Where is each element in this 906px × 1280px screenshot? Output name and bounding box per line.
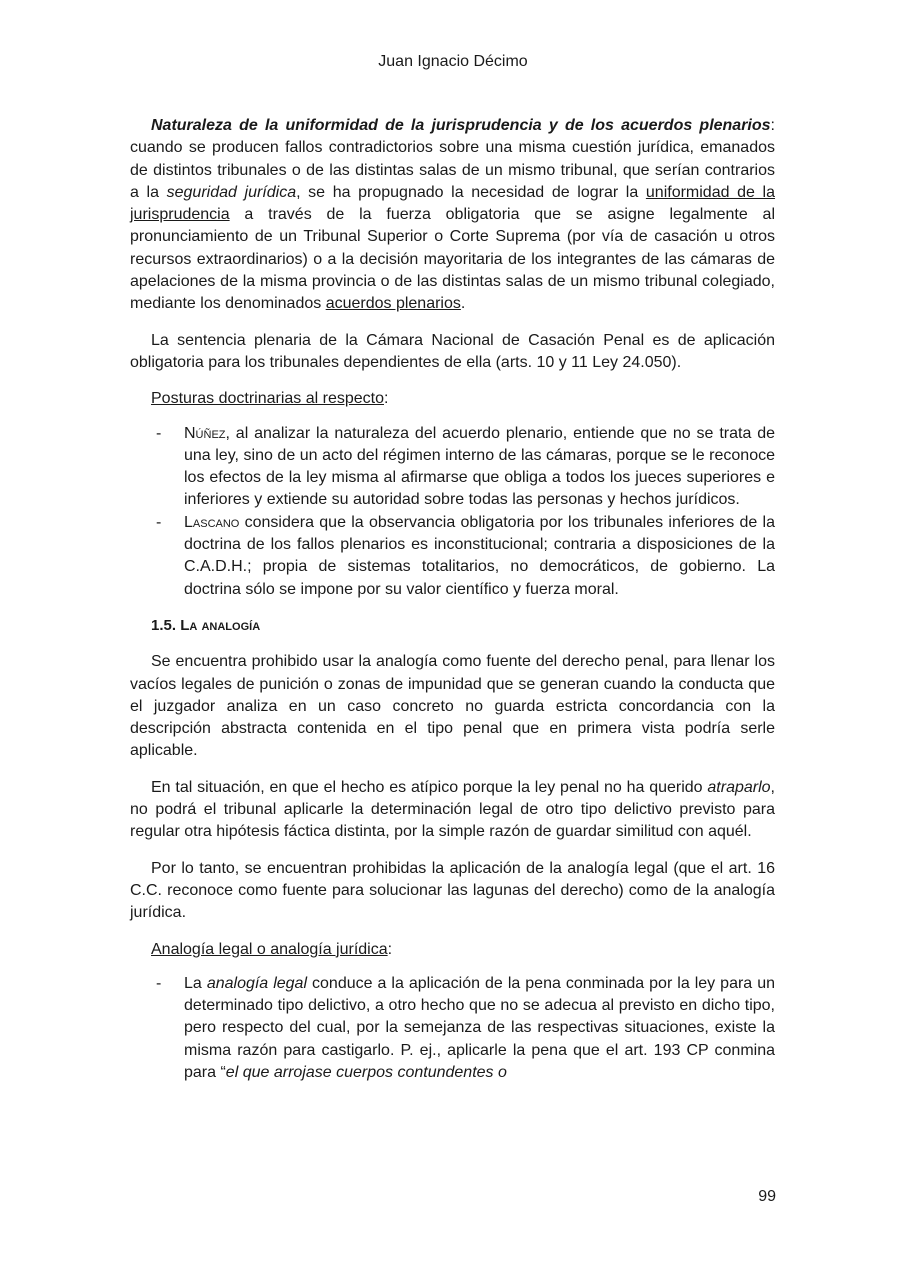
author-name: Lascano (184, 513, 240, 531)
subheading-posturas (130, 388, 775, 410)
list-item (130, 423, 775, 512)
paragraph-por-lo-tanto: Por lo tanto, se encuentran prohibidas la aplicación de la analogía legal (que el art. 16 C.C. reconoce como fuente para solucionar las lagunas del derecho) como de la analogía jurídica. (130, 859, 775, 922)
subheading-text: Analogía legal o analogía jurídica (151, 940, 388, 958)
list-item (130, 512, 775, 601)
text: , se ha propugnado la necesidad de lograr la (296, 183, 646, 201)
text: : (384, 390, 389, 408)
text: , al analizar la naturaleza del acuerdo plenario, entiende que no se trata de una ley, sino de un acto del régimen interno de las cámaras, porque se le reconoce los efectos de la ley misma al afirmarse que obliga a todos los jueces superiores e inferiores y extiende su autoridad sobre todas las personas y hechos jurídicos. (184, 424, 775, 509)
page-number: 99 (758, 1188, 776, 1205)
section-heading (130, 615, 775, 637)
page-header-author: Juan Ignacio Décimo (378, 53, 528, 70)
term-analogia-legal: analogía legal (206, 974, 308, 992)
text: : (387, 940, 393, 958)
term-acuerdos-plenarios: acuerdos plenarios (325, 295, 461, 313)
text: a través de la fuerza obligatoria que se asigne legalmente al pronunciamiento de un Tribunal Superior o Corte Suprema (por vía de casación u otros recursos extraordinarios) o a la decisión mayoritaria de los integrantes de las cámaras de apelaciones de la misma provincia o de las distintas salas de un mismo tribunal colegiado, mediante los denominados (130, 206, 775, 313)
text: La (184, 974, 207, 992)
text: conduce a la aplicación de la pena conminada por la ley para un determinado tipo delictivo, a otro hecho que no se adecua al previsto en dicho tipo, pero respecto del cual, por la semejanza de las respectivas situaciones, existe la misma razón para castigarlo. P. ej., aplicarle la pena que el art. 193 CP conmina para “ (184, 974, 776, 1081)
section-number: 1.5. (151, 616, 177, 634)
paragraph-situacion (130, 777, 775, 844)
term-seguridad-juridica: seguridad jurídica (166, 183, 297, 201)
text: considera que la observancia obligatoria por los tribunales inferiores de la doctrina de los fallos plenarios es inconstitucional; contraria a disposiciones de la C.A.D.H.; propia de sistemas totalitarios, no democráticos, de gobierno. La doctrina sólo se impone por su valor científico y fuerza moral. (184, 513, 775, 598)
list-posturas (130, 423, 775, 601)
term-naturaleza: Naturaleza de la uniformidad de la jurisprudencia y de los acuerdos plenarios (151, 117, 771, 134)
quoted-text: el que arrojase cuerpos contundentes o (225, 1063, 507, 1081)
text: : cuando se producen fallos contradictorios sobre una misma cuestión jurídica, emanados de distintos tribunales o de las distintas salas de un mismo tribunal, que serían contrarios a la (130, 117, 775, 201)
author-name: Núñez (184, 424, 226, 442)
dash-bullet: - (156, 513, 162, 531)
term-atraparlo: atraparlo (707, 778, 771, 796)
paragraph-sentencia-plenaria: La sentencia plenaria de la Cámara Nacional de Casación Penal es de aplicación obligatoria para los tribunales dependientes de ella (arts. 10 y 11 Ley 24.050). (130, 331, 775, 371)
paragraph-prohibicion: Se encuentra prohibido usar la analogía como fuente del derecho penal, para llenar los vacíos legales de punición o zonas de impunidad que se generan cuando la conducta que el juzgador analiza en un caso concreto no guarda estricta concordancia con la descripción abstracta contenida en el tipo penal que en primera vista podría serle aplicable. (130, 653, 775, 760)
text: , no podrá el tribunal aplicarle la determinación legal de otro tipo delictivo previsto para regular otra hipótesis fáctica distinta, por la simple razón de guardar similitud con aquél. (130, 778, 775, 841)
subheading-analogia (130, 939, 775, 961)
text: En tal situación, en que el hecho es atípico porque la ley penal no ha querido (151, 778, 708, 796)
section-title: La analogía (180, 616, 261, 634)
dash-bullet: - (156, 424, 162, 442)
term-uniformidad: uniformidad de la jurisprudencia (130, 183, 776, 224)
subheading-text: Posturas doctrinarias al respecto (151, 390, 384, 408)
list-item (130, 973, 775, 1084)
paragraph-uniformidad (130, 115, 775, 316)
text: . (460, 295, 466, 313)
list-analogia (130, 973, 775, 1084)
dash-bullet: - (156, 974, 162, 992)
page-body (130, 115, 775, 1098)
